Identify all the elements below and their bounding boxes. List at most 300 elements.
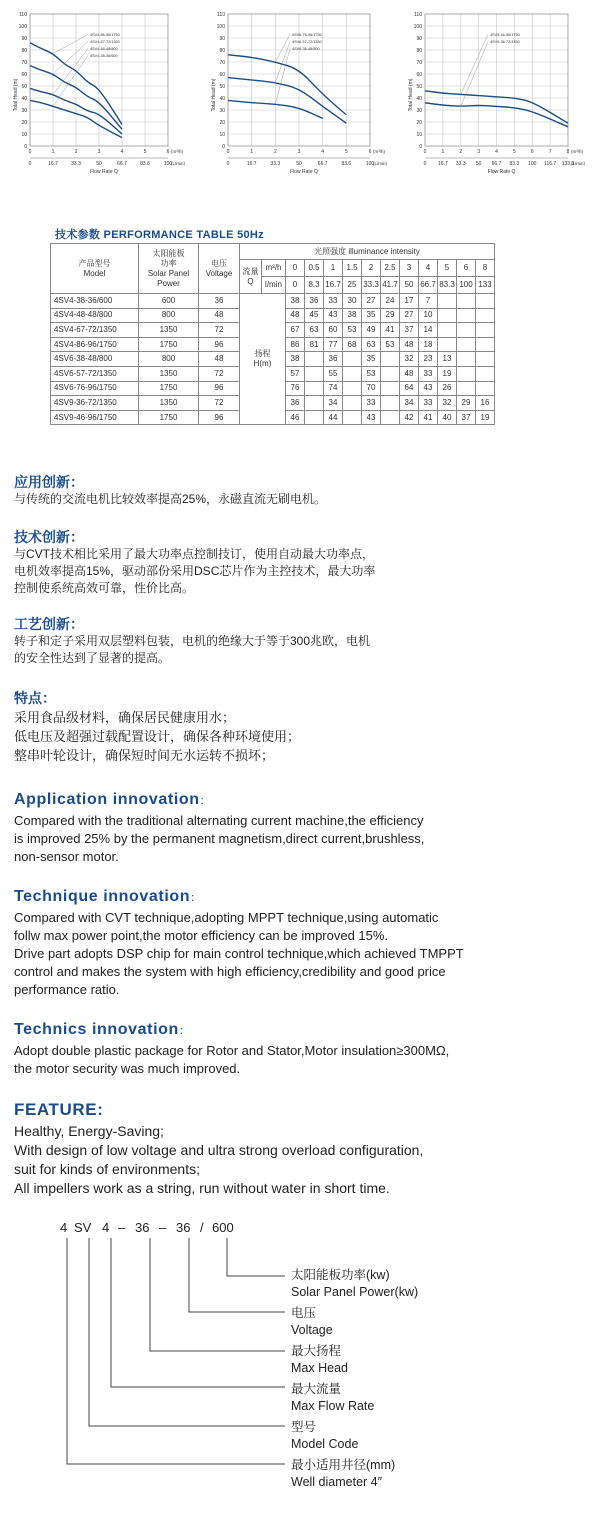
head-cell: 44 bbox=[324, 410, 343, 425]
label-max-head-cn: 最大扬程 bbox=[291, 1344, 342, 1358]
series-label: 4SV6-57-72/1350 bbox=[292, 40, 322, 44]
y-tick-label: 110 bbox=[217, 12, 225, 18]
head-cell: 60 bbox=[324, 323, 343, 338]
model-cell: 4SV4-67-72/1350 bbox=[51, 323, 139, 338]
head-cell: 33 bbox=[419, 396, 438, 411]
chart-3 bbox=[400, 0, 608, 190]
y-tick-label: 50 bbox=[416, 84, 422, 90]
label-voltage-en: Voltage bbox=[291, 1323, 333, 1337]
label-max-head-en: Max Head bbox=[291, 1361, 348, 1375]
head-cell: 81 bbox=[305, 337, 324, 352]
flow-lmin-cell: 133 bbox=[476, 277, 495, 294]
x-tick-label-bottom: 100 bbox=[365, 161, 375, 167]
head-cell: 45 bbox=[305, 308, 324, 323]
series-label: 4SV9-36-72/1350 bbox=[490, 40, 520, 44]
y-axis-label: Total Head (m) bbox=[211, 78, 217, 112]
flow-label-cn: 流量 bbox=[242, 266, 259, 276]
head-cell: 37 bbox=[400, 323, 419, 338]
power-cell: 1750 bbox=[139, 337, 199, 352]
voltage-header-cn: 电压 bbox=[211, 258, 227, 268]
en-tech-title-text: Technique innovation bbox=[14, 888, 191, 905]
head-cell: 53 bbox=[362, 366, 381, 381]
power-cell: 600 bbox=[139, 294, 199, 309]
en-app-line: non-sensor motor. bbox=[14, 849, 119, 864]
y-tick-label: 0 bbox=[24, 144, 27, 150]
y-tick-label: 80 bbox=[21, 48, 27, 54]
head-cell: 41 bbox=[419, 410, 438, 425]
model-header-en: Model bbox=[83, 268, 106, 278]
x-tick-label-bottom: 116.7 bbox=[544, 161, 557, 167]
head-cell: 64 bbox=[400, 381, 419, 396]
head-cell bbox=[476, 323, 495, 338]
head-cell bbox=[343, 366, 362, 381]
y-tick-label: 70 bbox=[219, 60, 225, 66]
head-cell: 7 bbox=[419, 294, 438, 309]
model-cell: 4SV6-38-48/800 bbox=[51, 352, 139, 367]
head-cell: 27 bbox=[400, 308, 419, 323]
head-cell bbox=[457, 337, 476, 352]
cn-app-title: 应用创新： bbox=[14, 474, 84, 490]
model-cell: 4SV6-57-72/1350 bbox=[51, 366, 139, 381]
y-tick-label: 110 bbox=[19, 12, 27, 18]
flow-lmin-cell: 25 bbox=[343, 277, 362, 294]
x-tick-label-bottom: 16.7 bbox=[48, 161, 58, 167]
x-tick-label-top: 1 bbox=[441, 149, 445, 155]
x-tick-label-bottom: 66.7 bbox=[491, 161, 502, 167]
y-tick-label: 30 bbox=[219, 108, 225, 114]
head-cell: 38 bbox=[286, 352, 305, 367]
head-cell: 35 bbox=[362, 308, 381, 323]
head-cell: 29 bbox=[381, 308, 400, 323]
y-tick-label: 70 bbox=[416, 60, 422, 66]
head-cell bbox=[381, 396, 400, 411]
label-well-diameter bbox=[291, 1458, 395, 1490]
head-cell: 48 bbox=[400, 337, 419, 352]
voltage-cell: 36 bbox=[199, 294, 240, 309]
y-tick-label: 30 bbox=[416, 108, 422, 114]
head-cell: 16 bbox=[476, 396, 495, 411]
head-cell: 77 bbox=[324, 337, 343, 352]
head-cell: 86 bbox=[286, 337, 305, 352]
x-tick-label-top: 2 bbox=[459, 149, 463, 155]
flow-m3h-cell: 3 bbox=[400, 260, 419, 277]
en-feature-line: With design of low voltage and ultra strong overload configuration, bbox=[14, 1142, 424, 1158]
head-cell: 24 bbox=[381, 294, 400, 309]
flow-m3h-cell: 8 bbox=[476, 260, 495, 277]
voltage-cell: 96 bbox=[199, 337, 240, 352]
head-cell bbox=[476, 337, 495, 352]
y-tick-label: 0 bbox=[222, 144, 225, 150]
en-app-line: is improved 25% by the permanent magnetism,direct current,brushless, bbox=[14, 831, 425, 846]
head-cell bbox=[476, 352, 495, 367]
x-tick-label-bottom: 16.7 bbox=[246, 161, 257, 167]
head-label bbox=[240, 294, 286, 425]
en-craft-line: the motor security was much improved. bbox=[14, 1061, 241, 1076]
cn-feature-line: 低电压及超强过载配置设计，确保各种环境使用； bbox=[14, 729, 301, 744]
head-cell bbox=[343, 396, 362, 411]
x-tick-label-top: 2 bbox=[74, 149, 78, 155]
head-cell: 57 bbox=[286, 366, 305, 381]
x-unit-bottom: (L/min) bbox=[571, 161, 586, 166]
head-cell bbox=[476, 381, 495, 396]
flow-lmin-cell: 66.7 bbox=[419, 277, 438, 294]
cn-tech-title: 技术创新： bbox=[14, 529, 84, 545]
y-tick-label: 50 bbox=[21, 84, 27, 90]
y-tick-label: 40 bbox=[21, 96, 27, 102]
code-4b: 4 bbox=[102, 1220, 110, 1235]
x-tick-label-top: 3 bbox=[297, 149, 301, 155]
label-well-diameter-cn: 最小适用井径(mm) bbox=[291, 1458, 396, 1472]
head-cell: 55 bbox=[324, 366, 343, 381]
model-cell: 4SV4-38-36/600 bbox=[51, 294, 139, 309]
head-cell bbox=[381, 352, 400, 367]
code-sv: SV bbox=[74, 1220, 92, 1235]
label-solar-power bbox=[291, 1268, 418, 1300]
chart-svg-3 bbox=[400, 0, 608, 190]
cn-craft-line: 的安全性达到了显著的提高。 bbox=[14, 651, 171, 665]
en-app-title bbox=[14, 791, 211, 809]
power-cell: 1750 bbox=[139, 381, 199, 396]
x-tick-label-top: 6 bbox=[368, 149, 372, 155]
head-cell: 32 bbox=[400, 352, 419, 367]
flow-lmin-cell: 41.7 bbox=[381, 277, 400, 294]
label-solar-power-en: Solar Panel Power(kw) bbox=[291, 1285, 419, 1299]
cn-craft-text bbox=[14, 633, 370, 667]
flow-m3h-cell: 5 bbox=[438, 260, 457, 277]
head-cell bbox=[457, 323, 476, 338]
y-axis-label: Total Head (m) bbox=[408, 78, 414, 112]
y-tick-label: 110 bbox=[414, 12, 422, 18]
x-axis-label: Flow Rate Q bbox=[290, 169, 318, 175]
head-cell: 36 bbox=[305, 294, 324, 309]
x-tick-label-bottom: 33.3 bbox=[455, 161, 466, 167]
head-cell: 17 bbox=[400, 294, 419, 309]
power-header-cn1: 太阳能板 bbox=[152, 248, 185, 258]
voltage-cell: 72 bbox=[199, 366, 240, 381]
x-tick-label-bottom: 33.3 bbox=[71, 161, 81, 167]
x-tick-label-top: 0 bbox=[423, 149, 427, 155]
cn-craft-title: 工艺创新： bbox=[14, 616, 84, 632]
head-cell bbox=[343, 381, 362, 396]
head-cell: 18 bbox=[419, 337, 438, 352]
table-row bbox=[51, 294, 495, 309]
x-axis-label: Flow Rate Q bbox=[90, 169, 118, 175]
x-tick-label-top: 3 bbox=[477, 149, 481, 155]
x-tick-label-top: 3 bbox=[97, 149, 101, 155]
code-dash1: – bbox=[118, 1220, 126, 1235]
x-tick-label-bottom: 133.3 bbox=[561, 161, 575, 167]
series-leader bbox=[53, 56, 88, 107]
label-max-flow-cn: 最大流量 bbox=[291, 1382, 342, 1396]
head-cell bbox=[381, 410, 400, 425]
en-app-line: Compared with the traditional alternating current machine,the efficiency bbox=[14, 813, 424, 828]
series-leader bbox=[275, 35, 290, 63]
head-cell bbox=[476, 366, 495, 381]
label-voltage bbox=[291, 1306, 333, 1338]
head-cell bbox=[457, 366, 476, 381]
head-cell: 33 bbox=[324, 294, 343, 309]
x-tick-label-bottom: 66.7 bbox=[117, 161, 127, 167]
y-tick-label: 0 bbox=[419, 144, 422, 150]
head-cell bbox=[438, 294, 457, 309]
label-model-code-en: Model Code bbox=[291, 1437, 359, 1451]
x-tick-label-bottom: 50 bbox=[475, 161, 482, 167]
power-cell: 1350 bbox=[139, 323, 199, 338]
head-label-en: H(m) bbox=[253, 359, 272, 369]
head-cell bbox=[305, 410, 324, 425]
head-cell: 10 bbox=[419, 308, 438, 323]
x-tick-label-bottom: 100 bbox=[163, 161, 173, 167]
head-cell bbox=[381, 366, 400, 381]
head-cell bbox=[457, 352, 476, 367]
performance-table bbox=[50, 243, 495, 425]
code-dash2: – bbox=[159, 1220, 167, 1235]
intensity-header: 光照强度 illuminance intensity bbox=[240, 244, 495, 260]
head-cell bbox=[476, 308, 495, 323]
y-tick-label: 70 bbox=[21, 60, 27, 66]
series-label: 4SV4-38-36/600 bbox=[90, 54, 118, 58]
flow-m3h-cell: 0 bbox=[286, 260, 305, 277]
flow-lmin-cell: 33.3 bbox=[362, 277, 381, 294]
power-header-en1: Solar Panel bbox=[147, 268, 190, 278]
head-cell: 42 bbox=[400, 410, 419, 425]
model-code-diagram bbox=[0, 1220, 608, 1520]
x-tick-label-top: 1 bbox=[250, 149, 254, 155]
y-tick-label: 90 bbox=[219, 36, 225, 42]
y-tick-label: 20 bbox=[219, 120, 225, 126]
head-cell: 70 bbox=[362, 381, 381, 396]
model-cell: 4SV4-86-96/1750 bbox=[51, 337, 139, 352]
chart-1 bbox=[0, 0, 200, 190]
x-tick-label-bottom: 50 bbox=[296, 161, 302, 167]
model-cell: 4SV4-48-48/800 bbox=[51, 308, 139, 323]
head-cell: 43 bbox=[419, 381, 438, 396]
x-tick-label-top: 6 bbox=[530, 149, 534, 155]
head-cell: 63 bbox=[305, 323, 324, 338]
y-tick-label: 10 bbox=[219, 132, 225, 138]
head-cell: 33 bbox=[419, 366, 438, 381]
cn-craft-line: 转子和定子采用双层塑料包装，电机的绝缘大于等于300兆欧，电机 bbox=[14, 634, 371, 648]
en-craft-title-text: Technics innovation bbox=[14, 1021, 179, 1038]
series-label: 4SV9-46-96/1750 bbox=[490, 33, 520, 37]
series-leader bbox=[53, 35, 88, 54]
x-tick-label-top: 0 bbox=[28, 149, 32, 155]
y-tick-label: 100 bbox=[413, 24, 422, 30]
en-feature-line: suit for kinds of environments; bbox=[14, 1161, 200, 1177]
y-tick-label: 20 bbox=[21, 120, 27, 126]
flow-m3h-cell: 1.5 bbox=[343, 260, 362, 277]
head-cell: 68 bbox=[343, 337, 362, 352]
flow-lmin-cell: 8.3 bbox=[305, 277, 324, 294]
head-cell: 43 bbox=[324, 308, 343, 323]
x-tick-label-bottom: 83.3 bbox=[509, 161, 520, 167]
flow-lmin-cell: 16.7 bbox=[324, 277, 343, 294]
head-cell bbox=[438, 323, 457, 338]
flow-label-q: Q bbox=[247, 276, 254, 286]
y-tick-label: 60 bbox=[219, 72, 225, 78]
power-cell: 1350 bbox=[139, 366, 199, 381]
label-model-code bbox=[291, 1420, 358, 1452]
code-36a: 36 bbox=[135, 1220, 150, 1235]
x-tick-label-bottom: 66.7 bbox=[317, 161, 328, 167]
x-tick-label-top: 0 bbox=[226, 149, 230, 155]
en-tech-text bbox=[14, 909, 464, 999]
series-label: 4SV4-86-96/1750 bbox=[90, 33, 120, 37]
en-tech-colon: ： bbox=[190, 892, 202, 904]
y-tick-label: 60 bbox=[21, 72, 27, 78]
y-tick-label: 40 bbox=[219, 96, 225, 102]
y-tick-label: 20 bbox=[416, 120, 422, 126]
head-cell: 34 bbox=[400, 396, 419, 411]
y-tick-label: 50 bbox=[219, 84, 225, 90]
x-tick-label-top: 2 bbox=[273, 149, 277, 155]
power-cell: 800 bbox=[139, 308, 199, 323]
head-cell: 32 bbox=[438, 396, 457, 411]
x-unit-bottom: (L/min) bbox=[373, 161, 388, 166]
label-model-code-cn: 型号 bbox=[291, 1420, 317, 1434]
head-cell: 74 bbox=[324, 381, 343, 396]
en-app-text bbox=[14, 812, 424, 866]
en-tech-line: Drive part adopts DSP chip for main control technique,which achieved TMPPT bbox=[14, 946, 464, 961]
head-cell: 49 bbox=[362, 323, 381, 338]
y-tick-label: 90 bbox=[416, 36, 422, 42]
head-cell: 19 bbox=[438, 366, 457, 381]
head-cell: 67 bbox=[286, 323, 305, 338]
power-cell: 800 bbox=[139, 352, 199, 367]
x-tick-label-top: 5 bbox=[344, 149, 348, 155]
model-header-cn: 产品型号 bbox=[78, 258, 111, 268]
en-feature-line: Healthy, Energy-Saving; bbox=[14, 1123, 164, 1139]
en-tech-line: control and makes the system with high efficiency,credibility and good price bbox=[14, 964, 446, 979]
head-cell: 29 bbox=[457, 396, 476, 411]
code-36b: 36 bbox=[176, 1220, 191, 1235]
cn-tech-line: 与CVT技术相比采用了最大功率点控制技订，使用自动最大功率点， bbox=[14, 547, 375, 561]
head-cell bbox=[343, 352, 362, 367]
head-cell bbox=[438, 308, 457, 323]
en-craft-title bbox=[14, 1021, 191, 1039]
head-cell bbox=[343, 410, 362, 425]
head-cell: 14 bbox=[419, 323, 438, 338]
en-tech-line: follw max power point,the motor efficiency can be improved 15%. bbox=[14, 928, 389, 943]
unit-lmin: l/min bbox=[262, 277, 286, 294]
head-cell bbox=[457, 381, 476, 396]
head-cell: 23 bbox=[419, 352, 438, 367]
head-cell: 41 bbox=[381, 323, 400, 338]
model-header bbox=[51, 244, 139, 294]
series-label: 4SV4-67-72/1350 bbox=[90, 40, 120, 44]
voltage-cell: 72 bbox=[199, 396, 240, 411]
en-feature-title: FEATURE: bbox=[14, 1100, 104, 1119]
head-cell bbox=[305, 366, 324, 381]
power-header bbox=[139, 244, 199, 294]
series-label: 4SV4-48-48/800 bbox=[90, 47, 118, 51]
flow-lmin-cell: 100 bbox=[457, 277, 476, 294]
cn-tech-text bbox=[14, 546, 375, 597]
head-cell: 30 bbox=[343, 294, 362, 309]
cn-app-text bbox=[14, 491, 326, 508]
x-axis-label: Flow Rate Q bbox=[487, 169, 516, 175]
head-cell: 48 bbox=[286, 308, 305, 323]
en-tech-line: performance ratio. bbox=[14, 982, 120, 997]
cn-feature-text bbox=[14, 708, 300, 765]
power-cell: 1350 bbox=[139, 396, 199, 411]
en-craft-line: Adopt double plastic package for Rotor and Stator,Motor insulation≥300MΩ, bbox=[14, 1043, 450, 1058]
head-cell: 35 bbox=[362, 352, 381, 367]
x-tick-label-bottom: 0 bbox=[423, 161, 427, 167]
y-tick-label: 90 bbox=[21, 36, 27, 42]
head-cell: 48 bbox=[400, 366, 419, 381]
voltage-cell: 72 bbox=[199, 323, 240, 338]
head-label-cn: 扬程 bbox=[254, 349, 271, 359]
flow-m3h-cell: 4 bbox=[419, 260, 438, 277]
flow-m3h-cell: 0.5 bbox=[305, 260, 324, 277]
head-cell bbox=[476, 294, 495, 309]
x-tick-label-top: 4 bbox=[321, 149, 325, 155]
y-tick-label: 40 bbox=[416, 96, 422, 102]
head-cell bbox=[381, 381, 400, 396]
y-axis-label: Total Head (m) bbox=[13, 78, 19, 112]
model-cell: 4SV6-76-96/1750 bbox=[51, 381, 139, 396]
head-cell: 53 bbox=[343, 323, 362, 338]
cn-app-line: 与传统的交流电机比较效率提高25%，永磁直流无刷电机。 bbox=[14, 492, 327, 506]
head-cell: 37 bbox=[457, 410, 476, 425]
label-max-head bbox=[291, 1344, 348, 1376]
series-line bbox=[228, 78, 346, 124]
y-tick-label: 80 bbox=[416, 48, 422, 54]
x-tick-label-top: 5 bbox=[143, 149, 147, 155]
unit-m3h: m³/h bbox=[262, 260, 286, 277]
y-tick-label: 10 bbox=[416, 132, 422, 138]
head-cell bbox=[305, 381, 324, 396]
x-tick-label-bottom: 83.6 bbox=[140, 161, 150, 167]
x-unit-bottom: (L/min) bbox=[171, 161, 186, 166]
head-cell: 33 bbox=[362, 396, 381, 411]
series-label: 4SV6-38-48/800 bbox=[292, 47, 320, 51]
x-tick-label-top: 7 bbox=[548, 149, 552, 155]
head-cell: 36 bbox=[324, 352, 343, 367]
label-voltage-cn: 电压 bbox=[291, 1306, 317, 1320]
head-cell bbox=[305, 352, 324, 367]
cn-feature-line: 整串叶轮设计，确保短时间无水运转不损坏； bbox=[14, 748, 275, 763]
x-tick-label-bottom: 50 bbox=[96, 161, 102, 167]
head-cell bbox=[305, 396, 324, 411]
x-tick-label-top: 8 bbox=[566, 149, 570, 155]
en-craft-colon: ： bbox=[178, 1025, 191, 1037]
voltage-cell: 48 bbox=[199, 308, 240, 323]
x-tick-label-bottom: 83.6 bbox=[341, 161, 352, 167]
chart-2 bbox=[200, 0, 400, 190]
x-tick-label-top: 4 bbox=[495, 149, 498, 155]
y-tick-label: 60 bbox=[416, 72, 422, 78]
chart-svg-2 bbox=[200, 0, 400, 190]
y-tick-label: 100 bbox=[216, 24, 225, 30]
flow-label bbox=[240, 260, 262, 294]
x-tick-label-top: 5 bbox=[512, 149, 516, 155]
power-header-en2: Power bbox=[157, 278, 180, 288]
x-tick-label-bottom: 100 bbox=[528, 161, 537, 167]
en-tech-line: Compared with CVT technique,adopting MPPT technique,using automatic bbox=[14, 910, 439, 925]
head-cell: 76 bbox=[286, 381, 305, 396]
flow-m3h-cell: 2 bbox=[362, 260, 381, 277]
y-tick-label: 100 bbox=[18, 24, 27, 30]
head-cell: 27 bbox=[362, 294, 381, 309]
head-cell: 53 bbox=[381, 337, 400, 352]
series-leader bbox=[53, 49, 88, 95]
voltage-cell: 96 bbox=[199, 381, 240, 396]
head-cell: 38 bbox=[343, 308, 362, 323]
x-tick-label-top: 6 bbox=[166, 149, 170, 155]
cn-feature-line: 采用食品级材料，确保居民健康用水； bbox=[14, 710, 236, 725]
